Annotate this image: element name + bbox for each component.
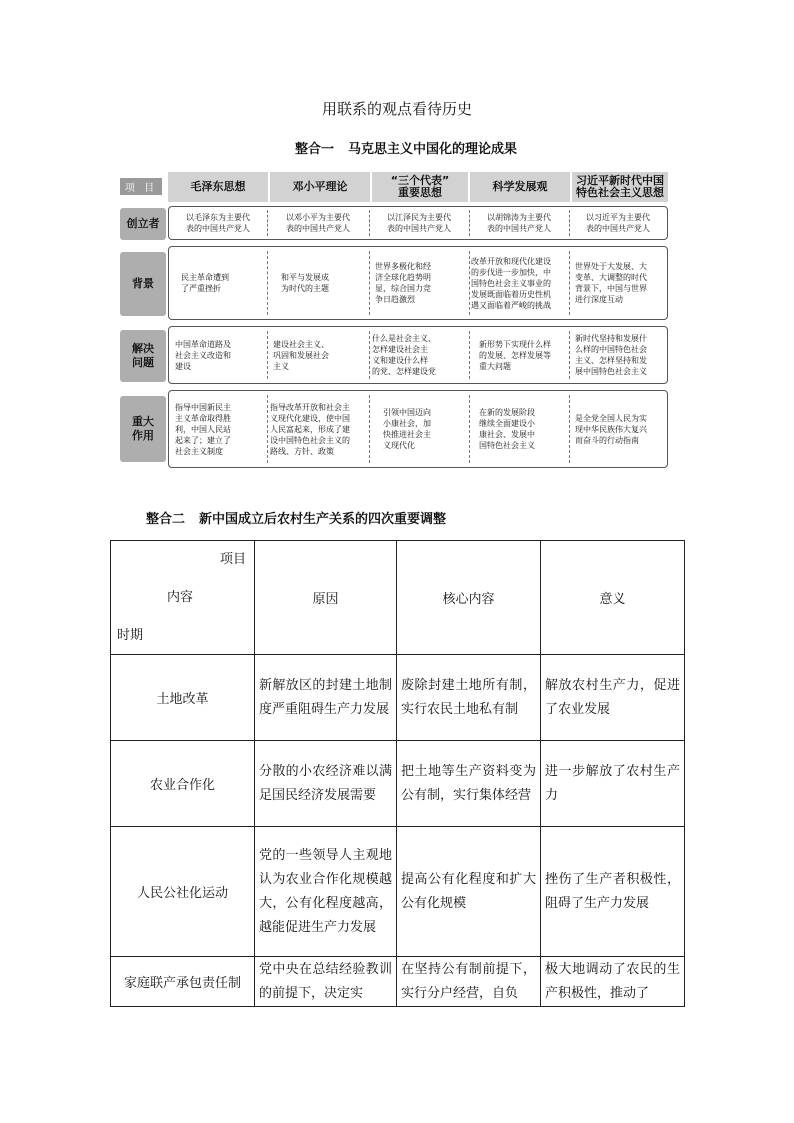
- column-header: 科学发展观: [470, 172, 570, 202]
- column-header: 意义: [541, 541, 685, 655]
- diag-item-label: 项目: [219, 551, 246, 567]
- page-title: 用联系的观点看待历史: [321, 100, 472, 118]
- row-founder: [168, 206, 668, 240]
- table-row: [111, 957, 685, 1007]
- meaning-cell: 挫伤了生产者积极性，阻碍了生产力发展: [541, 827, 685, 957]
- diagonal-header-cell: [111, 541, 255, 655]
- meaning-cell: 解放农村生产力，促进了农业发展: [541, 655, 685, 741]
- cell: 在新的发展阶段 继续全面建设小 康社会、发展中 国特色社会主义: [479, 408, 535, 450]
- reason-cell: 分散的小农经济难以满足国民经济发展需要: [255, 741, 397, 827]
- table-header-row: [111, 541, 685, 655]
- column-header: 核心内容: [397, 541, 541, 655]
- meaning-cell: 进一步解放了农村生产力: [541, 741, 685, 827]
- cell: 以习近平为主要代 表的中国共产党人: [586, 213, 650, 233]
- cell: 以毛泽东为主要代 表的中国共产党人: [186, 213, 250, 233]
- cell: 以江泽民为主要代 表的中国共产党人: [387, 213, 451, 233]
- cell: 改革开放和现代化建设 的步伐进一步加快，中 国特色社会主义事业的 发展既面临着历史性机 遇又面临着严峻的挑战: [471, 256, 551, 310]
- section1-heading: [295, 138, 517, 157]
- cell: 以胡锦涛为主要代 表的中国共产党人: [487, 213, 551, 233]
- cell: 建设社会主义、 巩固和发展社会 主义: [273, 339, 329, 371]
- column-header: 原因: [255, 541, 397, 655]
- row-label-role: 重大 作用: [120, 396, 166, 462]
- row-role: [168, 390, 668, 468]
- section2-prefix: 整合二: [146, 512, 186, 527]
- row-label-background: 背景: [120, 252, 166, 316]
- period-cell: 人民公社化运动: [111, 827, 255, 957]
- cell: 世界处于大发展、大 变革、大调整的时代 背景下，中国与世界 进行深度互动: [575, 262, 647, 304]
- cell: 指导中国新民主 主义革命取得胜 利，中国人民站 起来了；建立了 社会主义制度: [175, 402, 231, 456]
- core-cell: 废除封建土地所有制，实行农民土地私有制: [397, 655, 541, 741]
- cell: 新形势下实现什么样 的发展、怎样发展等 重大问题: [479, 339, 551, 371]
- core-cell: 把土地等生产资料变为公有制，实行集体经营: [397, 741, 541, 827]
- row-problems: [168, 326, 668, 384]
- section2-title: 新中国成立后农村生产关系的四次重要调整: [199, 512, 447, 527]
- column-header: “三个代表” 重要思想: [372, 172, 468, 202]
- row-label-problems: 解决 问题: [120, 330, 166, 382]
- theory-achievements-table: [120, 172, 670, 468]
- cell: 中国革命道路及 社会主义改造和 建设: [175, 339, 231, 371]
- cell: 引领中国迈向 小康社会，加 快推进社会主 义现代化: [383, 408, 431, 450]
- column-header: 习近平新时代中国 特色社会主义思想: [572, 172, 668, 202]
- table-row: [111, 741, 685, 827]
- section1-title: 马克思主义中国化的理论成果: [348, 142, 518, 157]
- rural-relations-table: [110, 540, 685, 1007]
- table-row: [111, 827, 685, 957]
- column-header: 邓小平理论: [270, 172, 370, 202]
- table-row: [111, 655, 685, 741]
- period-cell: 家庭联产承包责任制: [111, 957, 255, 1007]
- row-background: [168, 246, 668, 320]
- cell: 新时代坚持和发展什 么样的中国特色社会 主义、怎样坚持和发 展中国特色社会主义: [575, 334, 647, 376]
- reason-cell: 党的一些领导人主观地认为农业合作化规模越大，公有化程度越高，越能促进生产力发展: [255, 827, 397, 957]
- cell: 指导改革开放和社会主 义现代化建设，使中国 人民富起来，形成了建 设中国特色社会主义的 路线、方针、政策: [270, 402, 350, 456]
- core-cell: 提高公有化程度和扩大公有化规模: [397, 827, 541, 957]
- reason-cell: 新解放区的封建土地制度严重阻碍生产力发展: [255, 655, 397, 741]
- column-header: 毛泽东思想: [168, 172, 268, 202]
- diag-content-label: 内容: [167, 589, 194, 605]
- meaning-cell: 极大地调动了农民的生产积极性，推动了: [541, 957, 685, 1007]
- period-cell: 土地改革: [111, 655, 255, 741]
- cell: 和平与发展成 为时代的主题: [281, 273, 329, 293]
- reason-cell: 党中央在总结经验教训的前提下，决定实: [255, 957, 397, 1007]
- section1-prefix: 整合一: [295, 142, 335, 157]
- diag-period-label: 时期: [117, 627, 144, 643]
- core-cell: 在坚持公有制前提下，实行分户经营，自负: [397, 957, 541, 1007]
- cell: 民主革命遭到 了严重挫折: [181, 273, 229, 293]
- cell: 世界多极化和经 济全球化趋势明 显，综合国力竞 争日趋激烈: [375, 262, 431, 304]
- cell: 以邓小平为主要代 表的中国共产党人: [286, 213, 350, 233]
- header-item-label: 项 目: [120, 178, 162, 195]
- period-cell: 农业合作化: [111, 741, 255, 827]
- row-label-founder: 创立者: [120, 208, 166, 240]
- cell: 是全党全国人民为实 现中华民族伟大复兴 而奋斗的行动指南: [575, 413, 647, 445]
- cell: 什么是社会主义、 怎样建设社会主 义和建设什么样 的党、怎样建设党: [372, 334, 436, 376]
- section2-heading: [146, 508, 446, 527]
